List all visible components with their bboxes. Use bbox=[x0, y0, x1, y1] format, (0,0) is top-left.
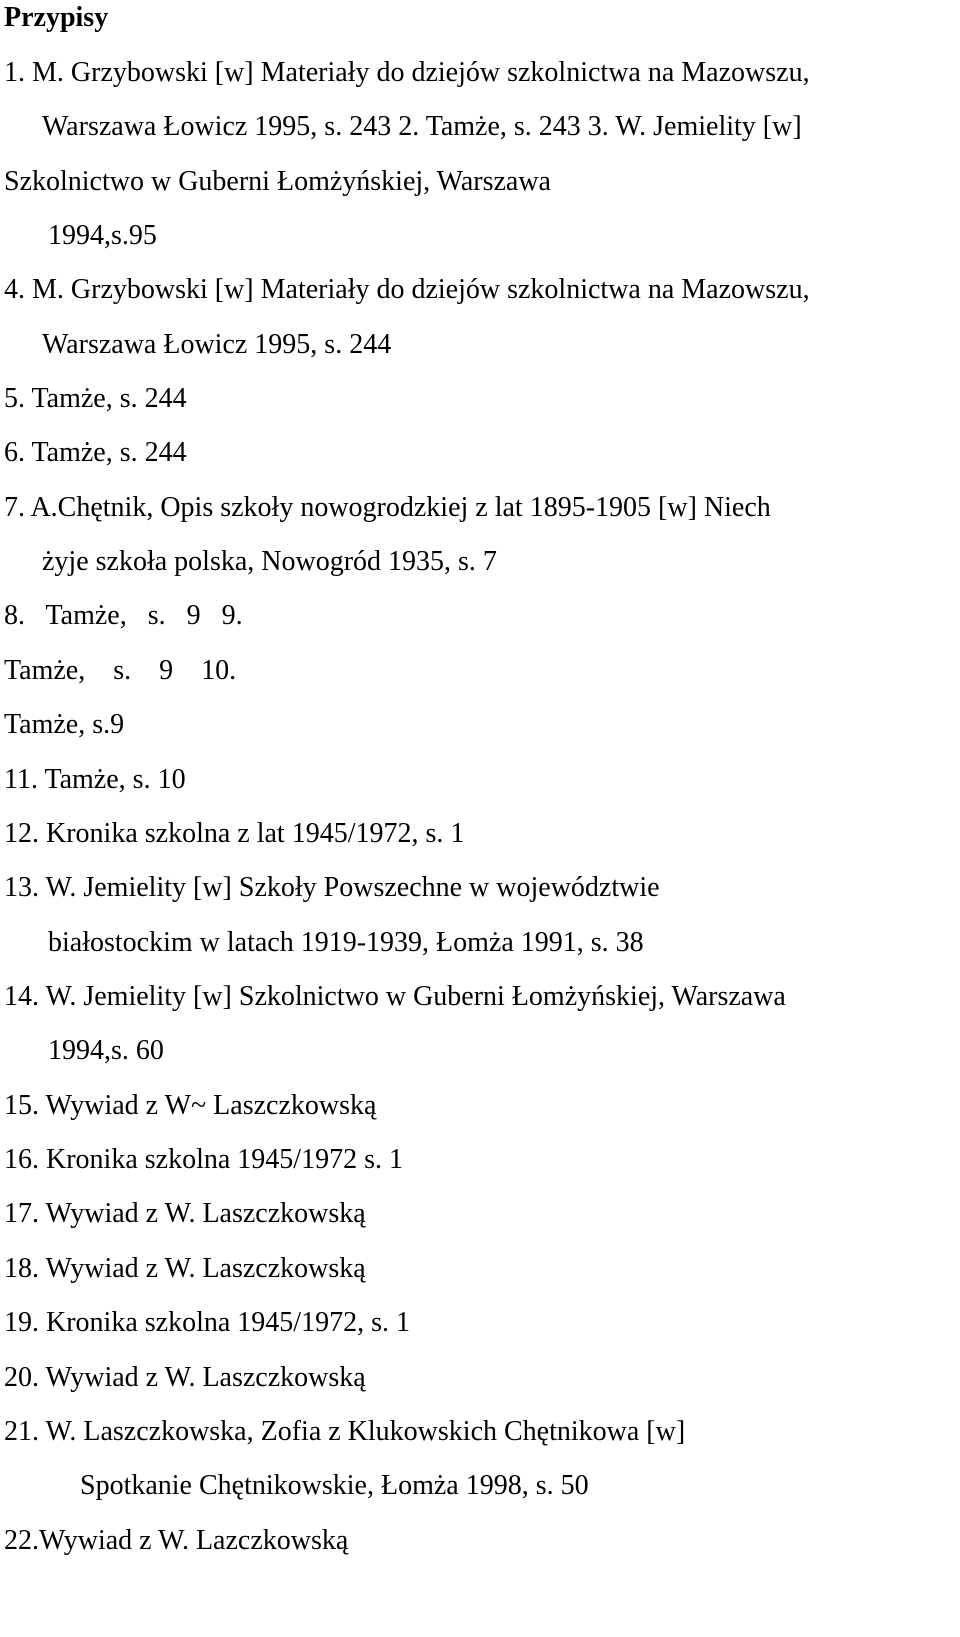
footnote-line: 16. Kronika szkolna 1945/1972 s. 1 bbox=[4, 1144, 403, 1175]
footnote-line: 17. Wywiad z W. Laszczkowską bbox=[4, 1198, 366, 1229]
footnote-line: 4. M. Grzybowski [w] Materiały do dziejów szkolnictwa na Mazowszu, bbox=[4, 274, 810, 305]
footnote-line: Warszawa Łowicz 1995, s. 244 bbox=[42, 329, 392, 360]
footnote-line: 11. Tamże, s. 10 bbox=[4, 764, 186, 795]
footnote-line: 7. A.Chętnik, Opis szkoły nowogrodzkiej z lat 1895-1905 [w] Niech bbox=[4, 492, 771, 523]
footnote-line: Spotkanie Chętnikowskie, Łomża 1998, s. 50 bbox=[80, 1470, 589, 1501]
footnote-line: 8. Tamże, s. 9 9. bbox=[4, 600, 243, 631]
footnote-line: Warszawa Łowicz 1995, s. 243 2. Tamże, s. 243 3. W. Jemielity [w] bbox=[42, 111, 802, 142]
footnote-line: 21. W. Laszczkowska, Zofia z Klukowskich Chętnikowa [w] bbox=[4, 1416, 686, 1447]
footnote-line: 1. M. Grzybowski [w] Materiały do dziejów szkolnictwa na Mazowszu, bbox=[4, 57, 810, 88]
footnote-line: białostockim w latach 1919-1939, Łomża 1991, s. 38 bbox=[48, 927, 644, 958]
footnote-line: 22.Wywiad z W. Lazczkowską bbox=[4, 1525, 349, 1556]
footnote-line: żyje szkoła polska, Nowogród 1935, s. 7 bbox=[42, 546, 497, 577]
footnote-line: Tamże, s. 9 10. bbox=[4, 655, 237, 686]
footnote-line: 19. Kronika szkolna 1945/1972, s. 1 bbox=[4, 1307, 410, 1338]
footnote-line: 5. Tamże, s. 244 bbox=[4, 383, 187, 414]
footnote-line: 1994,s.95 bbox=[48, 220, 157, 251]
footnote-line: 20. Wywiad z W. Laszczkowską bbox=[4, 1362, 366, 1393]
footnote-line: 15. Wywiad z W~ Laszczkowską bbox=[4, 1090, 377, 1121]
footnote-line: 6. Tamże, s. 244 bbox=[4, 437, 187, 468]
page-title: Przypisy bbox=[4, 2, 109, 33]
footnote-line: 13. W. Jemielity [w] Szkoły Powszechne w województwie bbox=[4, 872, 660, 903]
footnote-line: 18. Wywiad z W. Laszczkowską bbox=[4, 1253, 366, 1284]
footnote-line: 14. W. Jemielity [w] Szkolnictwo w Guberni Łomżyńskiej, Warszawa bbox=[4, 981, 786, 1012]
footnote-line: 1994,s. 60 bbox=[48, 1035, 164, 1066]
footnote-line: Tamże, s.9 bbox=[4, 709, 125, 740]
footnote-line: 12. Kronika szkolna z lat 1945/1972, s. 1 bbox=[4, 818, 465, 849]
footnote-line: Szkolnictwo w Guberni Łomżyńskiej, Warszawa bbox=[4, 166, 551, 197]
